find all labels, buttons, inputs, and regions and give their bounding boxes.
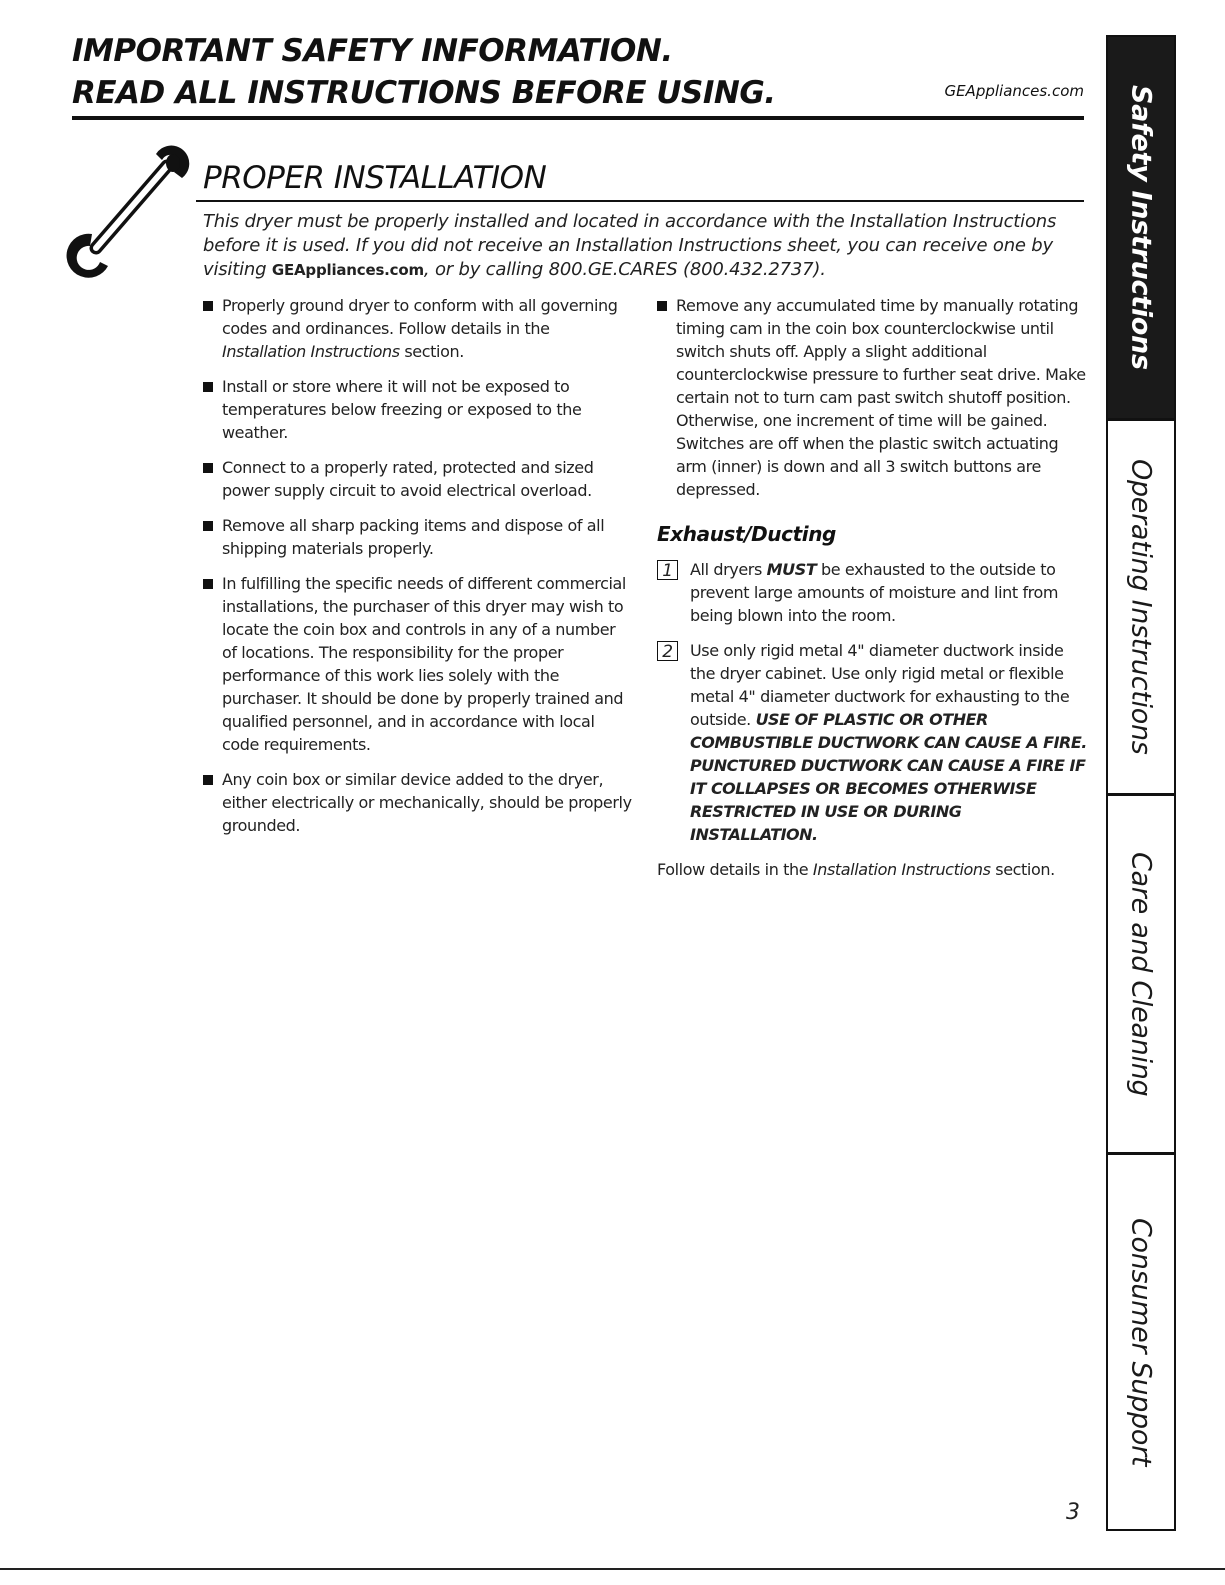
bottom-rule: [0, 1568, 1225, 1570]
bullet-text: Connect to a properly rated, protected and sized power supply circuit to avoid electrical overload.: [222, 458, 594, 500]
tab-label: Safety Instructions: [1125, 85, 1157, 370]
intro-text: This dryer must be properly installed and located in accordance with the Installation Instructions before it is used. If you did not receive an Installation Instructions sheet, you can receive one by visiting: [203, 211, 1057, 280]
number-box: 1: [657, 560, 678, 580]
item-text: be exhausted to the outside to prevent large amounts of moisture and lint from being blown into the room.: [690, 560, 1059, 625]
numbered-item: [657, 558, 1087, 627]
intro-phone-text: , or by calling 800.GE.CARES (800.432.2737).: [423, 259, 826, 280]
bullet-square: [203, 382, 213, 392]
bullet-square: [203, 301, 213, 311]
tab-care-and-cleaning[interactable]: [1108, 796, 1174, 1152]
section-rule: [196, 200, 1084, 202]
list-item: [203, 456, 633, 502]
item-emphasis: MUST: [766, 560, 817, 579]
section-intro: [203, 210, 1083, 282]
list-item: [203, 375, 633, 444]
tab-label: Care and Cleaning: [1125, 851, 1157, 1097]
bullet-text: In fulfilling the specific needs of different commercial installations, the purchaser of this dryer may wish to locate the coin box and controls in any of a number of locations. The responsibility for the proper performance of this work lies solely with the purchaser. It should be done by properly trained and qualified personnel, and in accordance with local code requirements.: [222, 574, 626, 754]
follow-italic-ref: Installation Instructions: [812, 860, 991, 879]
left-column: [203, 294, 633, 849]
bullet-square: [203, 521, 213, 531]
tab-label: Consumer Support: [1125, 1217, 1157, 1467]
bullet-text: section.: [399, 342, 464, 361]
fire-warning-text: USE OF PLASTIC OR OTHER COMBUSTIBLE DUCTWORK CAN CAUSE A FIRE. PUNCTURED DUCTWORK CAN CAUSE A FIRE IF IT COLLAPSES OR BECOMES OTHERWISE RESTRICTED IN USE OR DURING INSTALLATION.: [690, 710, 1087, 844]
number-box: 2: [657, 641, 678, 661]
tab-operating-instructions[interactable]: [1108, 421, 1174, 793]
follow-details-text: [657, 858, 1087, 881]
bullet-text: Install or store where it will not be exposed to temperatures below freezing or exposed to the weather.: [222, 377, 582, 442]
header-rule: [72, 116, 1084, 120]
tab-safety-instructions[interactable]: [1108, 37, 1174, 418]
bullet-text: Any coin box or similar device added to the dryer, either electrically or mechanically, should be properly grounded.: [222, 770, 632, 835]
bullet-text: Remove any accumulated time by manually rotating timing cam in the coin box counterclockwise until switch shuts off. Apply a slight additional counterclockwise pressure to further seat drive. Make certain not to turn cam past switch shutoff position. Otherwise, one increment of time will be gained. Switches are off when the plastic switch actuating arm (inner) is down and all 3 switch buttons are depressed.: [676, 296, 1086, 499]
list-item: [657, 294, 1087, 501]
section-tabs: [1106, 35, 1176, 1531]
item-text: Use only rigid metal 4" diameter ductwork inside the dryer cabinet. Use only rigid metal or flexible metal 4" diameter ductwork for exhausting to the outside.: [690, 641, 1070, 729]
website-text: GEAppliances.com: [944, 82, 1084, 100]
list-item: [203, 572, 633, 756]
bullet-square: [203, 775, 213, 785]
item-text: All dryers: [690, 560, 767, 579]
header-title-line2: READ ALL INSTRUCTIONS BEFORE USING.: [72, 75, 776, 111]
tab-consumer-support[interactable]: [1108, 1155, 1174, 1529]
follow-text: Follow details in the: [657, 860, 813, 879]
bullet-square: [203, 463, 213, 473]
intro-website-link[interactable]: GEAppliances.com: [271, 261, 424, 279]
follow-text: section.: [990, 860, 1055, 879]
page-number: 3: [1066, 1500, 1080, 1525]
section-title: PROPER INSTALLATION: [203, 160, 547, 196]
header-title-line1: IMPORTANT SAFETY INFORMATION.: [72, 33, 673, 69]
bullet-square: [657, 301, 667, 311]
page-header: [72, 30, 1084, 114]
list-item: [203, 294, 633, 363]
bullet-italic-ref: Installation Instructions: [222, 342, 400, 361]
right-column: [657, 294, 1087, 881]
list-item: [203, 768, 633, 837]
numbered-item: [657, 639, 1087, 846]
list-item: [203, 514, 633, 560]
bullet-text: Remove all sharp packing items and dispose of all shipping materials properly.: [222, 516, 605, 558]
bullet-text: Properly ground dryer to conform with all governing codes and ordinances. Follow details in the: [222, 296, 618, 338]
exhaust-ducting-heading: Exhaust/Ducting: [657, 522, 836, 546]
wrench-icon: [60, 138, 210, 288]
bullet-square: [203, 579, 213, 589]
tab-label: Operating Instructions: [1125, 459, 1157, 755]
